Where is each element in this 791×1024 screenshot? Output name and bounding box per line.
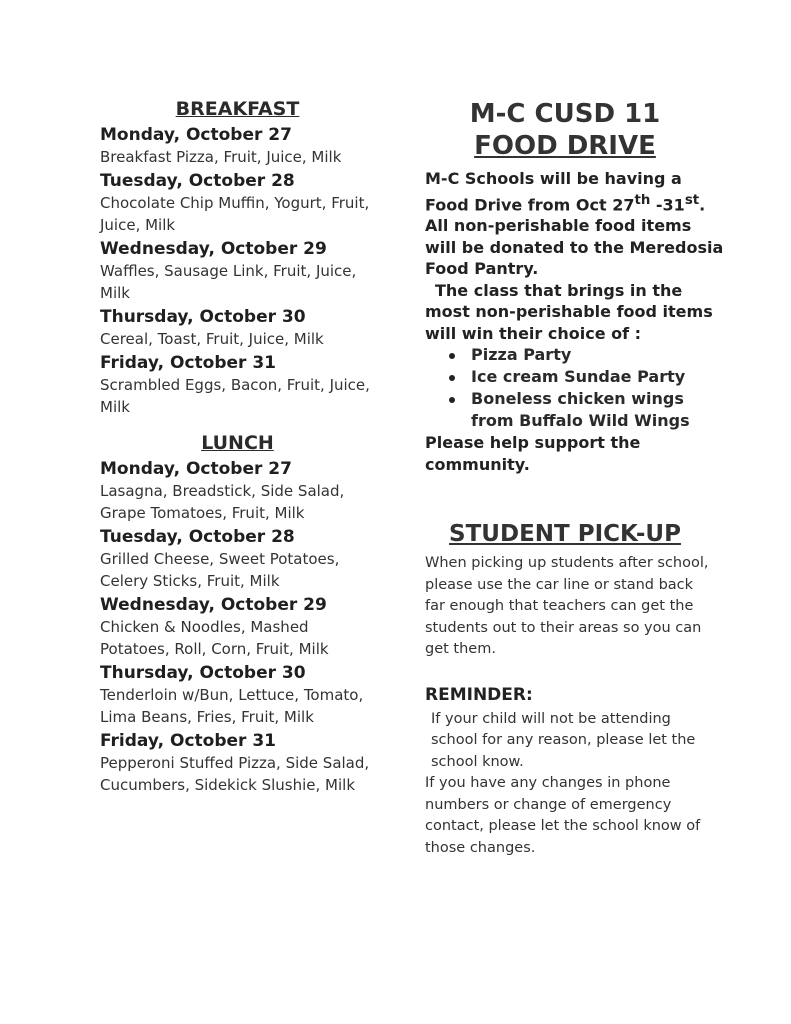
prize-label: Ice cream Sundae Party [471, 367, 686, 387]
breakfast-items: Chocolate Chip Muffin, Yogurt, Fruit, Juice, Milk [100, 194, 370, 234]
food-drive-closing: Please help support the community. [425, 433, 641, 474]
breakfast-day: Friday, October 31 [100, 353, 276, 373]
food-drive-contest: The class that brings in the most non-perishable food items will win their choice of : [425, 280, 713, 343]
food-drive-intro-end: . [699, 194, 706, 214]
lunch-heading: LUNCH [201, 432, 274, 454]
lunch-items: Tenderloin w/Bun, Lettuce, Tomato, Lima Beans, Fries, Fruit, Milk [100, 686, 364, 726]
reminder-heading: REMINDER: [425, 684, 533, 705]
prize-item [447, 388, 725, 432]
prize-list [425, 344, 725, 432]
lunch-items: Pepperoni Stuffed Pizza, Side Salad, Cucumbers, Sidekick Slushie, Milk [100, 754, 370, 794]
info-column [425, 98, 725, 859]
food-drive-intro [425, 168, 725, 215]
pickup-text: When picking up students after school, please use the car line or stand back far enough that teachers can get the students out to their areas so you can get them. [425, 555, 709, 658]
breakfast-items: Breakfast Pizza, Fruit, Juice, Milk [100, 148, 342, 166]
lunch-day: Thursday, October 30 [100, 663, 306, 683]
bullet-icon [449, 353, 455, 359]
lunch-items: Lasagna, Breadstick, Side Salad, Grape Tomatoes, Fruit, Milk [100, 482, 345, 522]
prize-item [447, 344, 725, 366]
breakfast-items: Waffles, Sausage Link, Fruit, Juice, Milk [100, 262, 357, 302]
lunch-items: Grilled Cheese, Sweet Potatoes, Celery Sticks, Fruit, Milk [100, 550, 340, 590]
lunch-day: Tuesday, October 28 [100, 527, 295, 547]
food-drive-intro-text: M-C Schools will be having a Food Drive from Oct 27 [425, 169, 682, 214]
menu-column [100, 98, 390, 798]
breakfast-list [100, 124, 390, 418]
lunch-day: Monday, October 27 [100, 459, 292, 479]
breakfast-day: Monday, October 27 [100, 125, 292, 145]
lunch-list [100, 458, 390, 796]
breakfast-items: Scrambled Eggs, Bacon, Fruit, Juice, Milk [100, 376, 370, 416]
bullet-icon [449, 397, 455, 403]
food-drive-title-line2: FOOD DRIVE [474, 131, 656, 161]
food-drive-donate: All non-perishable food items will be donated to the Meredosia Food Pantry. [425, 216, 724, 279]
bullet-icon [449, 375, 455, 381]
lunch-day: Friday, October 31 [100, 731, 276, 751]
prize-label: Boneless chicken wings from Buffalo Wild Wings [471, 389, 690, 431]
breakfast-day: Tuesday, October 28 [100, 171, 295, 191]
food-drive-intro-mid: -31 [650, 194, 685, 214]
breakfast-day: Wednesday, October 29 [100, 239, 327, 259]
reminder-text-contact: If you have any changes in phone numbers or change of emergency contact, please let the school know of those changes. [425, 775, 701, 856]
prize-label: Pizza Party [471, 345, 572, 365]
reminder-text-absence: If your child will not be attending school for any reason, please let the school know. [431, 710, 696, 770]
lunch-items: Chicken & Noodles, Mashed Potatoes, Roll, Corn, Fruit, Milk [100, 618, 329, 658]
breakfast-day: Thursday, October 30 [100, 307, 306, 327]
breakfast-heading: BREAKFAST [175, 98, 300, 120]
lunch-day: Wednesday, October 29 [100, 595, 327, 615]
prize-item [447, 366, 725, 388]
breakfast-items: Cereal, Toast, Fruit, Juice, Milk [100, 330, 324, 348]
food-drive-sup-st: st [684, 192, 700, 208]
pickup-heading: STUDENT PICK-UP [449, 521, 681, 548]
food-drive-sup-th: th [634, 192, 651, 208]
food-drive-title-line1: M-C CUSD 11 [469, 99, 661, 129]
